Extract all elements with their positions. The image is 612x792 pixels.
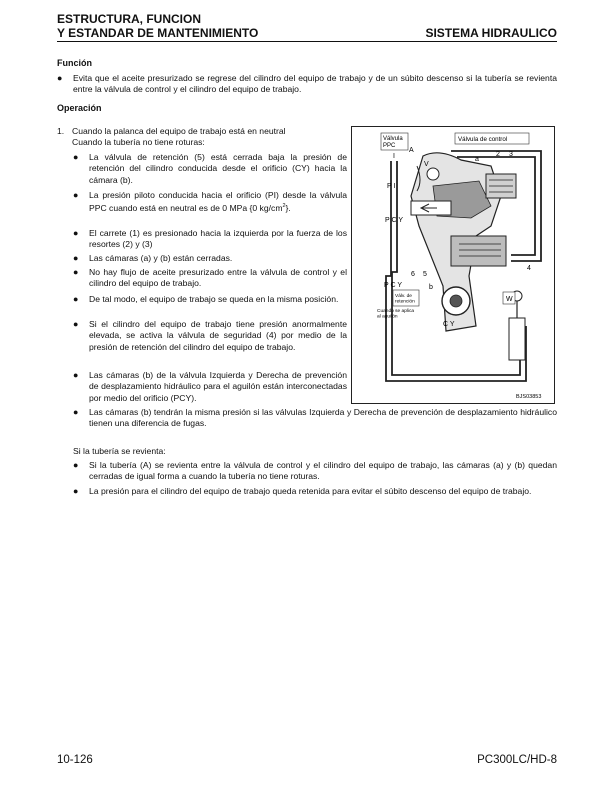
label-b: b (429, 284, 433, 291)
header-title-line1: ESTRUCTURA, FUNCION (57, 12, 201, 26)
diagram-code: BJS03853 (516, 394, 542, 400)
header-title (57, 12, 258, 40)
item-line1: Cuando la palanca del equipo de trabajo está en neutral (72, 126, 286, 136)
bullet-icon: ● (73, 253, 79, 263)
item-number: 1. (57, 126, 65, 136)
label-W: W (506, 296, 513, 303)
check-valve-ball (450, 295, 462, 307)
diagram-label-line: retención (395, 299, 415, 305)
header-rule (57, 41, 557, 42)
item-line2: Cuando la tubería no tiene roturas: (72, 137, 205, 148)
hydraulic-diagram (351, 126, 555, 404)
bullet-text: La presión para el cilindro del equipo de trabajo queda retenida para evitar el súbito descenso del equipo de trabajo. (89, 486, 532, 496)
label-PCY-top: P C Y (385, 217, 404, 224)
label-A: A (409, 147, 414, 154)
bullet-icon: ● (73, 486, 79, 496)
diagram-label-line: Válvula (383, 136, 403, 142)
bullet-text: No hay flujo de aceite presurizado entre la válvula de control y el cilindro del equipo de trabajo. (89, 267, 347, 289)
bullet-text: Si la tubería (A) se revienta entre la válvula de control y el cilindro del equipo de trabajo, las cámaras (a) y (b) quedan cerradas de igual forma a cuando la tubería no tiene roturas. (89, 460, 557, 482)
diagram-label-line: Cuando se aplica (377, 309, 415, 314)
bullet-icon: ● (73, 460, 79, 470)
label-PI: P I (387, 183, 396, 190)
diagram-label-line: PPC (383, 142, 396, 149)
label-PCY-bottom: P C Y (384, 282, 403, 289)
label-a: a (475, 156, 479, 163)
bullet-text: Las cámaras (b) tendrán la misma presión si las válvulas Izquierda y Derecha de prevención de desplazamiento hidráulico tienen una diferencia de fugas. (89, 407, 557, 429)
label-V: V (424, 161, 429, 168)
diagram-svg (351, 126, 555, 404)
bullet-icon: ● (73, 294, 79, 304)
rupture-heading: Si la tubería se revienta: (73, 446, 166, 456)
operacion-heading: Operación (57, 103, 102, 113)
bullet-icon: ● (73, 370, 79, 380)
bullet-text: La presión piloto conducida hacia el orificio (PI) desde la válvula PPC cuando está en neutral es de 0 MPa {0 kg/cm (89, 190, 347, 214)
funcion-heading: Función (57, 58, 92, 68)
header-section: SISTEMA HIDRAULICO (425, 26, 557, 40)
bullet-icon: ● (73, 319, 79, 329)
funcion-bullet (57, 73, 557, 97)
label-2: 2 (496, 151, 500, 158)
bullet-text: Si el cilindro del equipo de trabajo tiene presión anormalmente elevada, se activa la válvula de seguridad (4) por medio de la presión de retención del cilindro del equipo de trabajo. (89, 319, 347, 352)
bullet-icon: ● (73, 407, 79, 417)
bullet-text-end: }. (285, 203, 291, 214)
bullet-icon: ● (73, 152, 79, 162)
orifice-pi (427, 168, 439, 180)
bullet-text: El carrete (1) es presionado hacia la izquierda por la fuerza de los resortes (2) y (3) (89, 228, 347, 250)
bullet-text: Las cámaras (b) de la válvula Izquierda y Derecha de prevención de desplazamiento hidráulico para el aguilón están interconectadas por medio del orificio (PCY). (89, 370, 347, 403)
control-valve-label: Válvula de control (458, 136, 508, 143)
cylinder (509, 318, 525, 360)
funcion-bullet-text: Evita que el aceite presurizado se regrese del cilindro del equipo de trabajo y de un súbito descenso si la tubería se revienta entre la válvula de control y el cilindro del equipo de trabajo. (73, 73, 557, 95)
header-title-line2: Y ESTANDAR DE MANTENIMIENTO (57, 26, 259, 40)
bullet-icon: ● (57, 73, 63, 83)
bullet-icon: ● (73, 228, 79, 238)
bullet-icon: ● (73, 190, 79, 200)
spool-housing (451, 236, 506, 266)
bullet-text: La válvula de retención (5) está cerrada baja la presión de retención del cilindro conducida desde el orificio (CY) hacia la cámara (b). (89, 152, 347, 185)
diagram-label-line: al aguilón (377, 314, 398, 320)
footer-model: PC300LC/HD-8 (477, 754, 557, 766)
diagram-label-line: Válv. de (395, 294, 412, 299)
bullet-text: Las cámaras (a) y (b) están cerradas. (89, 253, 233, 263)
label-6: 6 (411, 271, 415, 278)
label-4: 4 (527, 265, 531, 272)
footer-page-number: 10-126 (57, 754, 93, 766)
bullet-sup: 2 (282, 203, 286, 210)
bullet-text: De tal modo, el equipo de trabajo se queda en la misma posición. (89, 294, 339, 304)
label-I: I (393, 153, 395, 160)
label-CY: C Y (443, 321, 455, 328)
label-5: 5 (423, 271, 427, 278)
label-3: 3 (509, 151, 513, 158)
bullet-text-wrap (89, 190, 347, 215)
bullet-icon: ● (73, 267, 79, 277)
